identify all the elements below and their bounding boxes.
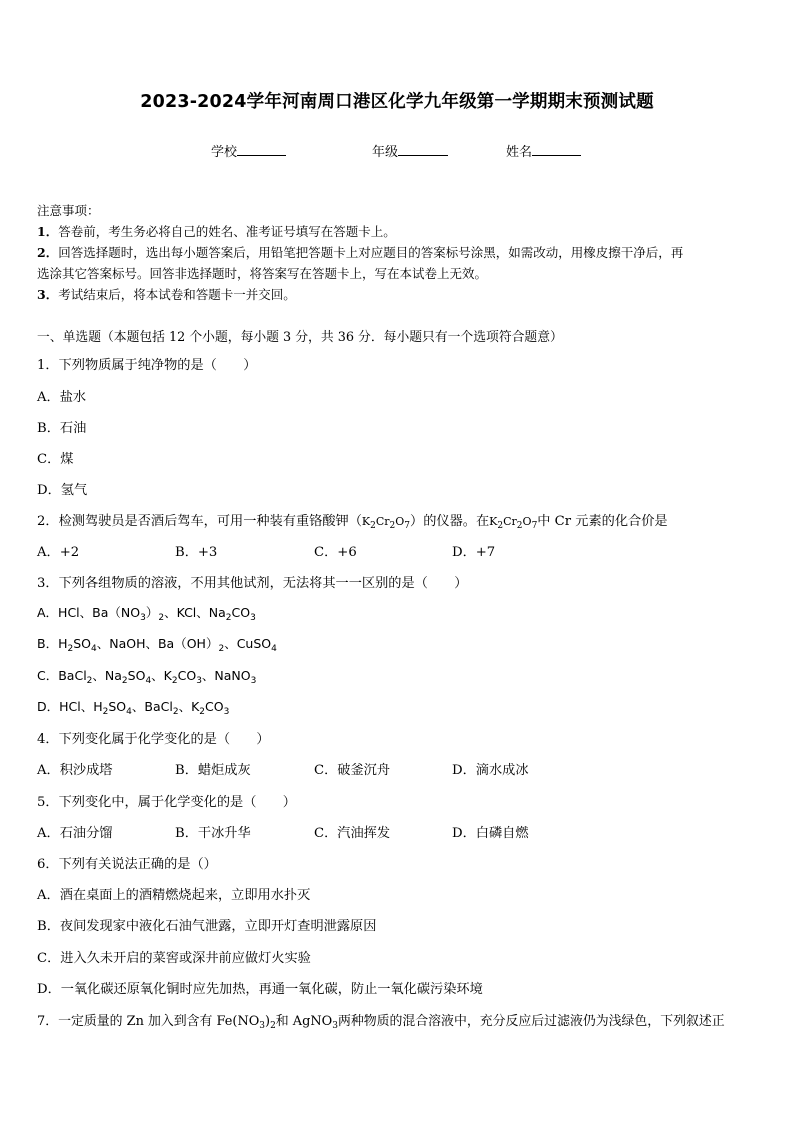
question-1-stem: 1．下列物质属于纯净物的是（ ） <box>37 358 257 373</box>
question-1-option-d: D．氢气 <box>37 483 88 498</box>
name-blank <box>532 143 581 156</box>
section-heading: 一、单选题（本题包括 12 个小题，每小题 3 分，共 36 分．每小题只有一个选项符合题意） <box>37 330 563 345</box>
question-1-option-a: A．盐水 <box>37 390 87 405</box>
question-6-option-c: C．进入久未开启的菜窖或深井前应做灯火实验 <box>37 951 311 966</box>
notice-item: 3．考试结束后，将本试卷和答题卡一并交回。 <box>37 287 296 302</box>
school-label: 学校 <box>211 145 238 160</box>
dichromate-formula: $K_2Cr_2O_7$ <box>489 515 538 531</box>
question-5-option-c: C．汽油挥发 <box>314 826 391 841</box>
question-5-option-a: A．石油分馏 <box>37 826 113 841</box>
question-6-option-b: B．夜间发现家中液化石油气泄露，立即开灯查明泄露原因 <box>37 919 377 934</box>
question-4-option-b: B．蜡炬成灰 <box>175 763 251 778</box>
school-blank <box>237 143 286 156</box>
grade-field <box>372 141 448 160</box>
grade-label: 年级 <box>372 145 399 160</box>
question-6-option-d: D．一氧化碳还原氧化铜时应先加热，再通一氧化碳，防止一氧化碳污染环境 <box>37 982 483 997</box>
question-2-option-d: D．+7 <box>452 545 496 560</box>
question-1-option-b: B．石油 <box>37 421 87 436</box>
question-7-stem: 7．一定质量的 Zn 加入到含有 $Fe(NO_3)_2$和 AgNO$_3$两种物质的混合溶液中，充分反应后过滤液仍为浅绿色，下列叙述正 <box>37 1014 725 1031</box>
notice-heading: 注意事项： <box>37 203 100 218</box>
notice-block <box>37 200 757 310</box>
question-3-stem: 3．下列各组物质的溶液，不用其他试剂，无法将其一一区别的是（ ） <box>37 576 468 591</box>
question-4-option-c: C．破釜沉舟 <box>314 763 391 778</box>
page-title: 2023-2024学年河南周口港区化学九年级第一学期期末预测试题 <box>140 92 654 112</box>
question-1-option-c: C．煤 <box>37 452 74 467</box>
question-2-option-a: A．+2 <box>37 545 80 560</box>
name-label: 姓名 <box>506 145 533 160</box>
dichromate-formula: $K_2Cr_2O_7$ <box>361 515 411 531</box>
question-5-option-d: D．白磷自燃 <box>452 826 529 841</box>
notice-item: 2．回答选择题时，选出每小题答案后，用铅笔把答题卡上对应题目的答案标号涂黑，如需改动，用橡皮擦干净后，再 <box>37 245 684 260</box>
question-5-stem: 5．下列变化中，属于化学变化的是（ ） <box>37 795 296 810</box>
question-3-option-c: C．BaCl$_2$、$Na_2SO_4$、$K_2CO_3$、NaNO$_3$ <box>37 668 257 686</box>
question-4-option-a: A．积沙成塔 <box>37 763 113 778</box>
question-6-stem: 6．下列有关说法正确的是（） <box>37 857 217 872</box>
grade-blank <box>398 143 448 156</box>
question-3-option-d: D．HCl、$H_2SO_4$、BaCl$_2$、$K_2CO_3$ <box>37 699 230 717</box>
question-2-stem: 2．检测驾驶员是否酒后驾车，可用一种装有重铬酸钾$(K_2Cr_2O_7)$的仪器。在$K_2Cr_2O_7$中 Cr 元素的化合价是 <box>37 514 668 531</box>
question-4-option-d: D．滴水成冰 <box>452 763 529 778</box>
question-4-stem: 4．下列变化属于化学变化的是（ ） <box>37 732 270 747</box>
question-2-option-c: C．+6 <box>314 545 357 560</box>
notice-item: 1．答卷前，考生务必将自己的姓名、准考证号填写在答题卡上。 <box>37 224 396 239</box>
question-2-option-b: B．+3 <box>175 545 218 560</box>
name-field <box>506 141 581 160</box>
school-field <box>211 141 286 160</box>
question-5-option-b: B．干冰升华 <box>175 826 251 841</box>
question-3-option-a: A．HCl、$Ba(NO_3)_2$、KCl、$Na_2CO_3$ <box>37 605 256 623</box>
question-3-option-b: B．$H_2SO_4$、NaOH、$Ba(OH)_2$、CuSO$_4$ <box>37 636 277 654</box>
notice-item: 选涂其它答案标号。回答非选择题时，将答案写在答题卡上，写在本试卷上无效。 <box>37 266 488 281</box>
question-6-option-a: A．酒在桌面上的酒精燃烧起来，立即用水扑灭 <box>37 888 311 903</box>
